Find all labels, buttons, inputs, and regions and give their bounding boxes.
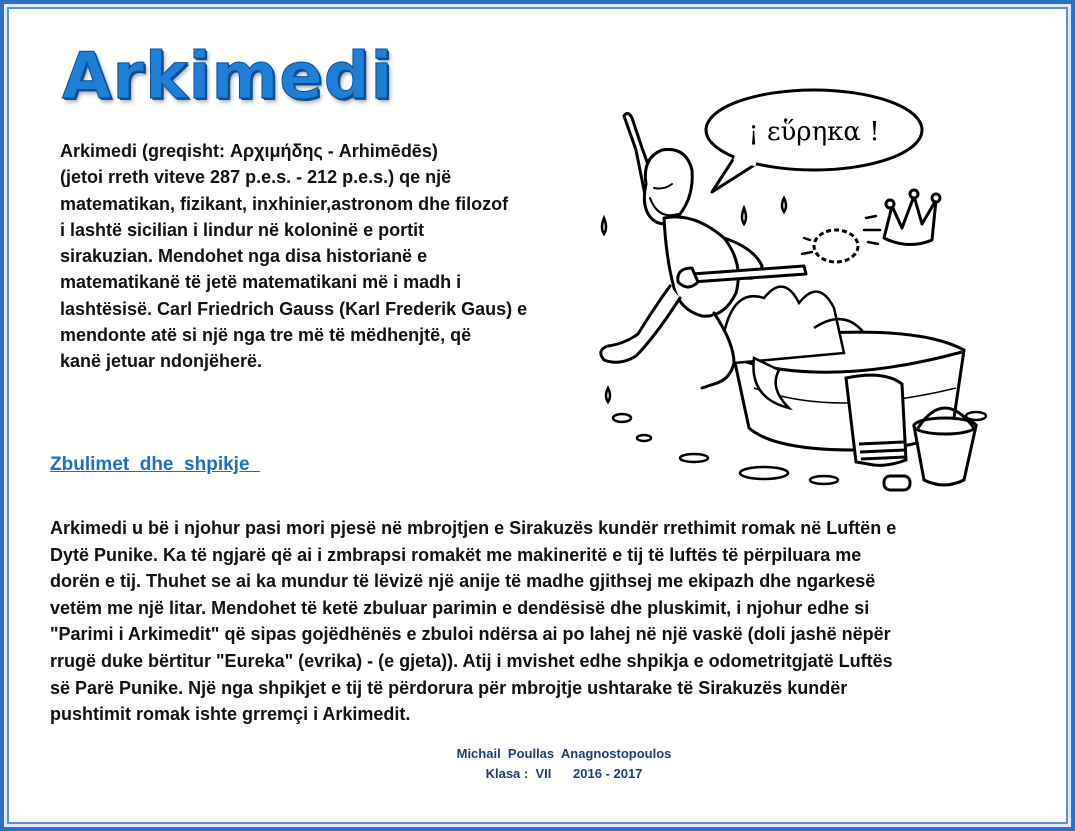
intro-line: mendonte atë si një nga tre më të mëdhenjtë, që (60, 325, 472, 346)
body-line: pushtimit romak ishte grremçi i Arkimedit. (50, 704, 411, 725)
speech-text: ¡ εὕρηκα ! (748, 117, 880, 147)
body-line: vetëm me një litar. Mendohet të ketë zbuluar parimin e dendësisë dhe pluskimit, i njohur edhe si (50, 597, 870, 618)
author-name: Michail Poullas Anagnostopoulos (456, 746, 672, 761)
intro-line: Arkimedi (greqisht: Αρχιμήδης - Arhimēdēs) (60, 141, 438, 161)
crown (884, 190, 940, 245)
credit-block (364, 744, 764, 784)
intro-line: sirakuzian. Mendohet nga disa historianë e (60, 246, 428, 267)
intro-line: lashtësisë. Carl Friedrich Gauss (Karl Frederik Gaus) e (60, 298, 528, 319)
body-line: "Parimi i Arkimedit" që sipas gojëdhënës e zbuloi ndërsa ai po lahej në një vaskë (doli jashë nëpër (50, 624, 891, 645)
intro-line: i lashtë sicilian i lindur në koloninë e portit (60, 219, 425, 240)
class-year: Klasa : VII 2016 - 2017 (485, 766, 643, 781)
intro-line: matematikan, fizikant, inxhinier,astronom dhe filozof (60, 193, 509, 214)
discoveries-paragraph (50, 515, 1040, 728)
intro-paragraph (60, 138, 600, 375)
body-line: dorën e tij. Thuhet se ai ka mundur të lëvizë një anije të madhe gjithsej me ekipazh dhe ngarkesë (50, 571, 876, 592)
archimedes-eureka-illustration (584, 88, 1004, 508)
body-line: rrugë duke bërtitur "Eureka" (evrika) - (e gjeta)). Atij i mvishet edhe shpikja e odometritgjatë Luftës (50, 650, 893, 671)
towel (846, 375, 906, 465)
intro-line: matematikanë të jetë matematikani më i madh i (60, 272, 462, 293)
intro-line: (jetoi rreth viteve 287 p.e.s. - 212 p.e.s.) qe një (60, 167, 452, 188)
necklace (814, 230, 858, 262)
page-title: Arkimedi (62, 40, 394, 114)
body-line: së Parë Punike. Një nga shpikjet e tij të përdorura për mbrojtje ushtarake të Sirakuzës kundër (50, 677, 848, 698)
speech-bubble (706, 90, 922, 192)
intro-line: kanë jetuar ndonjëherë. (60, 351, 263, 372)
section-heading: Zbulimet dhe shpikje (50, 454, 261, 475)
body-line: Arkimedi u bë i njohur pasi mori pjesë në mbrojtjen e Sirakuzës kundër rrethimit romak në Luftën e (50, 518, 897, 538)
body-line: Dytë Punike. Ka të ngjarë që ai i zmbrapsi romakët me makineritë e tij të luftës të përpiluara me (50, 544, 862, 565)
